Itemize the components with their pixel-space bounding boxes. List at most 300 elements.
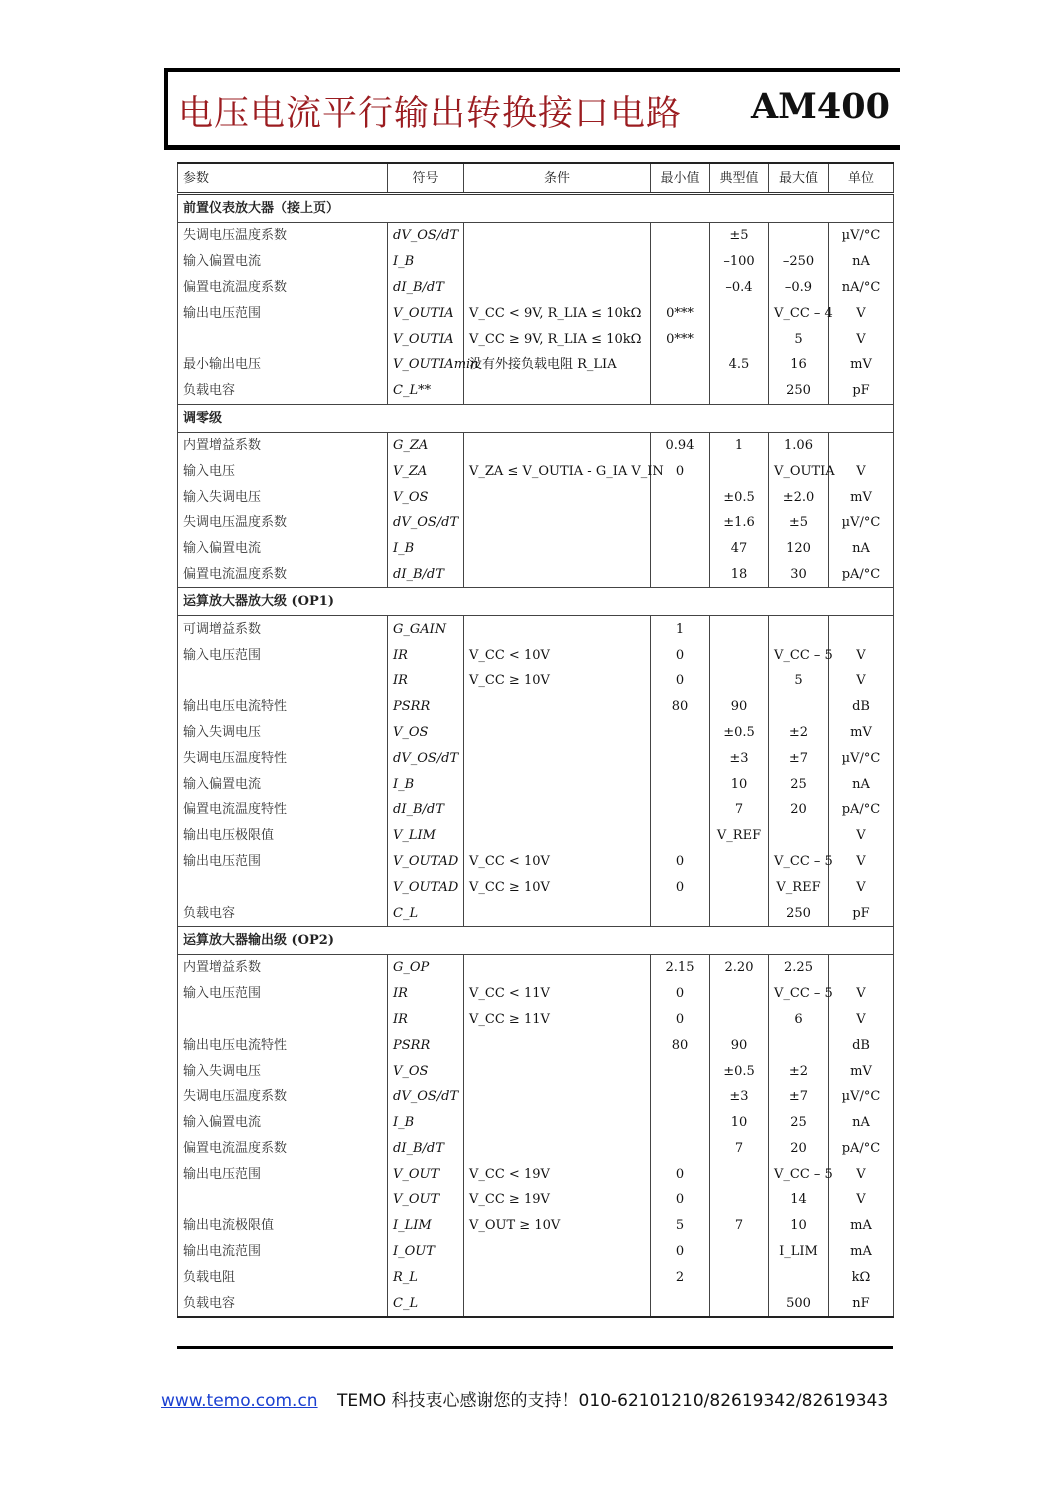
- min-cell: 0***: [651, 300, 710, 326]
- table-row: [178, 300, 894, 326]
- unit-cell: mV: [829, 352, 894, 378]
- condition-cell: V_CC < 19V: [464, 1161, 651, 1187]
- max-cell: [769, 616, 829, 642]
- typ-cell: 4.5: [710, 352, 769, 378]
- col-header-unit: 单位: [829, 163, 894, 194]
- table-row: [178, 1110, 894, 1136]
- max-cell: 20: [769, 1136, 829, 1162]
- unit-cell: mV: [829, 1058, 894, 1084]
- condition-cell: V_CC < 11V: [464, 981, 651, 1007]
- condition-cell: [464, 536, 651, 562]
- param-cell: 输入偏置电流: [178, 249, 388, 275]
- max-cell: V_CC – 4: [769, 300, 829, 326]
- condition-cell: [464, 432, 651, 458]
- typ-cell: –100: [710, 249, 769, 275]
- max-cell: –250: [769, 249, 829, 275]
- unit-cell: V: [829, 642, 894, 668]
- table-header-row: [178, 163, 894, 194]
- symbol-cell: dI_B/dT: [388, 797, 464, 823]
- typ-cell: [710, 378, 769, 404]
- param-cell: 输出电压范围: [178, 300, 388, 326]
- unit-cell: mA: [829, 1239, 894, 1265]
- unit-cell: kΩ: [829, 1264, 894, 1290]
- max-cell: V_OUTIA: [769, 458, 829, 484]
- symbol-cell: G_OP: [388, 954, 464, 980]
- unit-cell: V: [829, 1161, 894, 1187]
- condition-cell: [464, 823, 651, 849]
- page-footer: [161, 1386, 888, 1411]
- table-row: [178, 562, 894, 588]
- section-title: 运算放大器放大级 (OP1): [178, 588, 894, 616]
- unit-cell: V: [829, 849, 894, 875]
- condition-cell: [464, 223, 651, 249]
- max-cell: 1.06: [769, 432, 829, 458]
- unit-cell: nF: [829, 1290, 894, 1317]
- symbol-cell: V_OUTAD: [388, 874, 464, 900]
- symbol-cell: I_B: [388, 1110, 464, 1136]
- header-bottom-rule: [164, 145, 900, 150]
- min-cell: 0***: [651, 326, 710, 352]
- unit-cell: mV: [829, 720, 894, 746]
- col-header-max: 最大值: [769, 163, 829, 194]
- condition-cell: [464, 1239, 651, 1265]
- param-cell: 负载电容: [178, 378, 388, 404]
- symbol-cell: I_B: [388, 249, 464, 275]
- symbol-cell: IR: [388, 981, 464, 1007]
- table-row: [178, 720, 894, 746]
- table-row: [178, 223, 894, 249]
- table-row: [178, 458, 894, 484]
- unit-cell: pA/°C: [829, 562, 894, 588]
- condition-cell: [464, 1136, 651, 1162]
- typ-cell: [710, 900, 769, 926]
- param-cell: 最小输出电压: [178, 352, 388, 378]
- symbol-cell: dI_B/dT: [388, 1136, 464, 1162]
- table-row: [178, 823, 894, 849]
- max-cell: ±2: [769, 1058, 829, 1084]
- param-cell: 负载电阻: [178, 1264, 388, 1290]
- table-row: [178, 275, 894, 301]
- symbol-cell: V_ZA: [388, 458, 464, 484]
- typ-cell: [710, 1239, 769, 1265]
- min-cell: 80: [651, 694, 710, 720]
- param-cell: 输入偏置电流: [178, 1110, 388, 1136]
- param-cell: 输入电压: [178, 458, 388, 484]
- typ-cell: 7: [710, 1136, 769, 1162]
- min-cell: 0: [651, 1187, 710, 1213]
- unit-cell: nA: [829, 771, 894, 797]
- unit-cell: V: [829, 1007, 894, 1033]
- typ-cell: 10: [710, 1110, 769, 1136]
- table-row: [178, 900, 894, 926]
- min-cell: [651, 797, 710, 823]
- table-row: [178, 249, 894, 275]
- typ-cell: V_REF: [710, 823, 769, 849]
- symbol-cell: dV_OS/dT: [388, 223, 464, 249]
- header-top-rule: [164, 68, 900, 72]
- unit-cell: [829, 432, 894, 458]
- min-cell: 0: [651, 849, 710, 875]
- symbol-cell: G_GAIN: [388, 616, 464, 642]
- condition-cell: [464, 745, 651, 771]
- param-cell: 负载电容: [178, 1290, 388, 1317]
- typ-cell: 90: [710, 1032, 769, 1058]
- condition-cell: V_CC < 10V: [464, 642, 651, 668]
- unit-cell: µV/°C: [829, 745, 894, 771]
- min-cell: 5: [651, 1213, 710, 1239]
- typ-cell: ±0.5: [710, 1058, 769, 1084]
- symbol-cell: V_OS: [388, 1058, 464, 1084]
- min-cell: [651, 720, 710, 746]
- condition-cell: V_CC ≥ 11V: [464, 1007, 651, 1033]
- table-row: [178, 745, 894, 771]
- typ-cell: [710, 1187, 769, 1213]
- symbol-cell: dI_B/dT: [388, 275, 464, 301]
- typ-cell: ±0.5: [710, 720, 769, 746]
- max-cell: V_REF: [769, 874, 829, 900]
- max-cell: [769, 694, 829, 720]
- condition-cell: V_CC ≥ 10V: [464, 874, 651, 900]
- condition-cell: V_CC < 9V, R_LIA ≤ 10kΩ: [464, 300, 651, 326]
- unit-cell: V: [829, 458, 894, 484]
- symbol-cell: IR: [388, 642, 464, 668]
- unit-cell: V: [829, 874, 894, 900]
- param-cell: 输入电压范围: [178, 642, 388, 668]
- max-cell: 2.25: [769, 954, 829, 980]
- param-cell: 偏置电流温度系数: [178, 562, 388, 588]
- table-row: [178, 1213, 894, 1239]
- unit-cell: [829, 954, 894, 980]
- symbol-cell: V_OUTAD: [388, 849, 464, 875]
- table-row: [178, 849, 894, 875]
- symbol-cell: V_OS: [388, 484, 464, 510]
- min-cell: [651, 378, 710, 404]
- max-cell: I_LIM: [769, 1239, 829, 1265]
- table-row: [178, 432, 894, 458]
- min-cell: 0: [651, 981, 710, 1007]
- param-cell: [178, 874, 388, 900]
- footer-link[interactable]: www.temo.com.cn: [161, 1391, 318, 1411]
- table-row: [178, 642, 894, 668]
- typ-cell: [710, 616, 769, 642]
- unit-cell: nA: [829, 249, 894, 275]
- unit-cell: pA/°C: [829, 797, 894, 823]
- condition-cell: [464, 510, 651, 536]
- typ-cell: 47: [710, 536, 769, 562]
- typ-cell: [710, 981, 769, 1007]
- unit-cell: µV/°C: [829, 223, 894, 249]
- min-cell: 2: [651, 1264, 710, 1290]
- typ-cell: 2.20: [710, 954, 769, 980]
- param-cell: 输入失调电压: [178, 720, 388, 746]
- min-cell: [651, 562, 710, 588]
- typ-cell: [710, 642, 769, 668]
- max-cell: ±2.0: [769, 484, 829, 510]
- typ-cell: [710, 300, 769, 326]
- min-cell: [651, 823, 710, 849]
- condition-cell: [464, 771, 651, 797]
- min-cell: [651, 223, 710, 249]
- condition-cell: [464, 1084, 651, 1110]
- page-title: 电压电流平行输出转换接口电路: [178, 94, 683, 134]
- typ-cell: [710, 1007, 769, 1033]
- unit-cell: pA/°C: [829, 1136, 894, 1162]
- col-header-param: 参数: [178, 163, 388, 194]
- typ-cell: [710, 668, 769, 694]
- symbol-cell: V_OS: [388, 720, 464, 746]
- param-cell: [178, 668, 388, 694]
- symbol-cell: C_L: [388, 900, 464, 926]
- condition-cell: [464, 378, 651, 404]
- param-cell: 输出电流极限值: [178, 1213, 388, 1239]
- param-cell: 内置增益系数: [178, 432, 388, 458]
- condition-cell: [464, 694, 651, 720]
- typ-cell: 18: [710, 562, 769, 588]
- min-cell: [651, 1110, 710, 1136]
- param-cell: 偏置电流温度特性: [178, 797, 388, 823]
- unit-cell: pF: [829, 900, 894, 926]
- min-cell: [651, 771, 710, 797]
- param-cell: 输出电流范围: [178, 1239, 388, 1265]
- min-cell: 0: [651, 458, 710, 484]
- typ-cell: [710, 849, 769, 875]
- unit-cell: nA: [829, 1110, 894, 1136]
- condition-cell: [464, 562, 651, 588]
- param-cell: [178, 1007, 388, 1033]
- param-cell: 输出电压范围: [178, 1161, 388, 1187]
- table-row: [178, 1058, 894, 1084]
- param-cell: 输入失调电压: [178, 1058, 388, 1084]
- param-cell: 输出电压极限值: [178, 823, 388, 849]
- param-cell: 输入电压范围: [178, 981, 388, 1007]
- unit-cell: µV/°C: [829, 510, 894, 536]
- symbol-cell: V_OUT: [388, 1187, 464, 1213]
- max-cell: 16: [769, 352, 829, 378]
- unit-cell: dB: [829, 694, 894, 720]
- footer-rule: [177, 1346, 893, 1349]
- table-row: [178, 484, 894, 510]
- section-header-row: [178, 194, 894, 223]
- table-row: [178, 536, 894, 562]
- section-title: 运算放大器输出级 (OP2): [178, 926, 894, 954]
- param-cell: 负载电容: [178, 900, 388, 926]
- unit-cell: mV: [829, 484, 894, 510]
- max-cell: 20: [769, 797, 829, 823]
- unit-cell: nA: [829, 536, 894, 562]
- symbol-cell: R_L: [388, 1264, 464, 1290]
- condition-cell: V_CC ≥ 9V, R_LIA ≤ 10kΩ: [464, 326, 651, 352]
- typ-cell: ±3: [710, 1084, 769, 1110]
- symbol-cell: V_OUTIAmin: [388, 352, 464, 378]
- param-cell: 输入偏置电流: [178, 771, 388, 797]
- condition-cell: [464, 484, 651, 510]
- max-cell: 25: [769, 1110, 829, 1136]
- max-cell: 25: [769, 771, 829, 797]
- condition-cell: [464, 1264, 651, 1290]
- max-cell: [769, 223, 829, 249]
- col-header-typ: 典型值: [710, 163, 769, 194]
- table-row: [178, 1161, 894, 1187]
- unit-cell: V: [829, 823, 894, 849]
- symbol-cell: C_L**: [388, 378, 464, 404]
- param-cell: 输出电压电流特性: [178, 1032, 388, 1058]
- max-cell: 10: [769, 1213, 829, 1239]
- symbol-cell: G_ZA: [388, 432, 464, 458]
- max-cell: [769, 823, 829, 849]
- unit-cell: V: [829, 668, 894, 694]
- min-cell: [651, 275, 710, 301]
- min-cell: 0: [651, 1239, 710, 1265]
- table-row: [178, 1290, 894, 1317]
- symbol-cell: C_L: [388, 1290, 464, 1317]
- condition-cell: [464, 954, 651, 980]
- col-header-min: 最小值: [651, 163, 710, 194]
- condition-cell: V_OUT ≥ 10V: [464, 1213, 651, 1239]
- condition-cell: 没有外接负载电阻 R_LIA: [464, 352, 651, 378]
- min-cell: 0: [651, 1161, 710, 1187]
- condition-cell: V_CC < 10V: [464, 849, 651, 875]
- min-cell: [651, 536, 710, 562]
- spec-table-body: [178, 194, 894, 1318]
- unit-cell: nA/°C: [829, 275, 894, 301]
- condition-cell: V_ZA ≤ V_OUTIA - G_IA V_IN: [464, 458, 651, 484]
- table-row: [178, 1239, 894, 1265]
- table-row: [178, 874, 894, 900]
- section-header-row: [178, 588, 894, 616]
- param-cell: 输入偏置电流: [178, 536, 388, 562]
- typ-cell: 7: [710, 797, 769, 823]
- table-row: [178, 1007, 894, 1033]
- min-cell: 0: [651, 668, 710, 694]
- model-number: AM400: [751, 86, 890, 127]
- symbol-cell: PSRR: [388, 1032, 464, 1058]
- max-cell: [769, 1032, 829, 1058]
- unit-cell: µV/°C: [829, 1084, 894, 1110]
- typ-cell: ±5: [710, 223, 769, 249]
- max-cell: V_CC – 5: [769, 642, 829, 668]
- unit-cell: V: [829, 1187, 894, 1213]
- param-cell: 偏置电流温度系数: [178, 275, 388, 301]
- max-cell: 5: [769, 326, 829, 352]
- min-cell: [651, 484, 710, 510]
- param-cell: [178, 1187, 388, 1213]
- param-cell: 失调电压温度系数: [178, 223, 388, 249]
- col-header-condition: 条件: [464, 163, 651, 194]
- symbol-cell: dV_OS/dT: [388, 745, 464, 771]
- symbol-cell: I_B: [388, 771, 464, 797]
- symbol-cell: dV_OS/dT: [388, 510, 464, 536]
- max-cell: ±5: [769, 510, 829, 536]
- param-cell: 偏置电流温度系数: [178, 1136, 388, 1162]
- min-cell: [651, 1136, 710, 1162]
- min-cell: 0: [651, 874, 710, 900]
- param-cell: 失调电压温度系数: [178, 510, 388, 536]
- table-row: [178, 326, 894, 352]
- condition-cell: [464, 249, 651, 275]
- max-cell: 250: [769, 378, 829, 404]
- max-cell: 5: [769, 668, 829, 694]
- max-cell: V_CC – 5: [769, 1161, 829, 1187]
- table-row: [178, 1136, 894, 1162]
- param-cell: 输出电压电流特性: [178, 694, 388, 720]
- symbol-cell: I_B: [388, 536, 464, 562]
- min-cell: 0: [651, 1007, 710, 1033]
- table-row: [178, 668, 894, 694]
- condition-cell: V_CC ≥ 10V: [464, 668, 651, 694]
- typ-cell: ±3: [710, 745, 769, 771]
- section-title: 调零级: [178, 404, 894, 432]
- spec-table: [177, 162, 894, 1318]
- unit-cell: V: [829, 300, 894, 326]
- typ-cell: –0.4: [710, 275, 769, 301]
- typ-cell: [710, 458, 769, 484]
- max-cell: 120: [769, 536, 829, 562]
- symbol-cell: dI_B/dT: [388, 562, 464, 588]
- table-row: [178, 1264, 894, 1290]
- min-cell: 2.15: [651, 954, 710, 980]
- typ-cell: ±1.6: [710, 510, 769, 536]
- max-cell: ±7: [769, 745, 829, 771]
- min-cell: [651, 1290, 710, 1317]
- typ-cell: 7: [710, 1213, 769, 1239]
- typ-cell: [710, 874, 769, 900]
- table-row: [178, 771, 894, 797]
- symbol-cell: V_OUT: [388, 1161, 464, 1187]
- table-row: [178, 1032, 894, 1058]
- typ-cell: [710, 1264, 769, 1290]
- max-cell: 30: [769, 562, 829, 588]
- typ-cell: ±0.5: [710, 484, 769, 510]
- condition-cell: [464, 275, 651, 301]
- max-cell: 500: [769, 1290, 829, 1317]
- min-cell: 80: [651, 1032, 710, 1058]
- condition-cell: [464, 797, 651, 823]
- symbol-cell: dV_OS/dT: [388, 1084, 464, 1110]
- col-header-symbol: 符号: [388, 163, 464, 194]
- min-cell: [651, 745, 710, 771]
- max-cell: 250: [769, 900, 829, 926]
- table-row: [178, 694, 894, 720]
- condition-cell: [464, 1290, 651, 1317]
- unit-cell: V: [829, 981, 894, 1007]
- table-row: [178, 1187, 894, 1213]
- section-title: 前置仪表放大器（接上页）: [178, 194, 894, 223]
- min-cell: [651, 1058, 710, 1084]
- min-cell: [651, 510, 710, 536]
- condition-cell: [464, 900, 651, 926]
- param-cell: 内置增益系数: [178, 954, 388, 980]
- table-row: [178, 352, 894, 378]
- param-cell: 失调电压温度系数: [178, 1084, 388, 1110]
- table-row: [178, 954, 894, 980]
- symbol-cell: I_OUT: [388, 1239, 464, 1265]
- min-cell: [651, 352, 710, 378]
- unit-cell: pF: [829, 378, 894, 404]
- symbol-cell: V_LIM: [388, 823, 464, 849]
- footer-text: TEMO 科技衷心感谢您的支持！010-62101210/82619342/82619343: [336, 1391, 889, 1411]
- unit-cell: mA: [829, 1213, 894, 1239]
- max-cell: [769, 1264, 829, 1290]
- symbol-cell: PSRR: [388, 694, 464, 720]
- param-cell: 可调增益系数: [178, 616, 388, 642]
- typ-cell: 10: [710, 771, 769, 797]
- max-cell: ±7: [769, 1084, 829, 1110]
- symbol-cell: IR: [388, 1007, 464, 1033]
- max-cell: 14: [769, 1187, 829, 1213]
- typ-cell: 1: [710, 432, 769, 458]
- symbol-cell: V_OUTIA: [388, 300, 464, 326]
- param-cell: 输入失调电压: [178, 484, 388, 510]
